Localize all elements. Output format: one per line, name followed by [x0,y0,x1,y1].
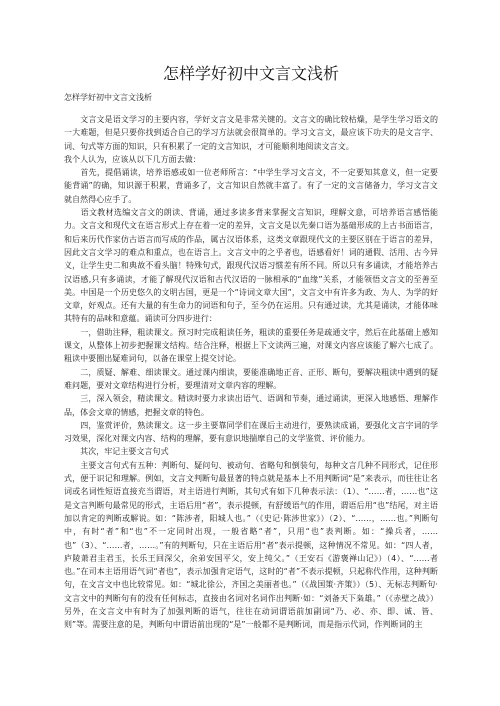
paragraph-sentence-patterns: 主要文言句式有五种：判断句、疑问句、被动句、省略句和倒装句，每种文言几种不同形式，记住形式，便于识记和理解。例如，文言文判断句最显著的特点就是基本上不用判断词“是”来表示，而往往让名词或名词性短语直接充当谓语，对主语进行判断，其句式有如下几种表示法：（1）、“……者，……也”这是文言判断句最常见的形式，主语后用“者”，表示提顿，有舒缓语气的作用，谓语后用“也”结尾，对主语加以肯定的判断或解说。如：“陈涉者，阳城人也。”（《史记·陈涉世家》）（2）、“……，……也。”判断句中，有时“者”和“也”不一定同时出现，一般省略“者”，只用“也”表判断。如：“操兵者，……也”（3）、“……者，……。”有的判断句，只在主语后用“者”表示提顿，这种情况不常见。如：“四人者，庐陵萧君圭君玉，长乐王回深父，余弟安国平父，安上纯父。”（王安石《游褒禅山记》）（4）、“……者也。”在司本主语用语气词“者也”，表示加强肯定语气，这时的“者”不表示提顿，只起称代作用，这种判断句，在文言文中也比较常见。如：“城北徐公，齐国之美丽者也。”（《战国策·齐策》）（5）、无标志判断句·文言文中的判断句有的没有任何标志，直接由名词对名词作出判断·如：“刘备天下枭雄。”（《赤壁之战》）另外，在文言文中有时为了加强判断的语气，往往在动词谓语前加副词“乃、必、亦、即、诚、皆、则”等。需要注意的是，判断句中谓语前出现的“是”一般都不是判断词，而是指示代词，作判断词的主 [64,460,438,630]
paragraph-step-four: 四，鉴赏评价，熟读课文。这一步主要靠同学们在课后主动进行，要熟读成诵，要强化文言字词的学习效果，深化对课文内容、结构的理解，要有意识地揣摩自己的文学鉴赏、评价能力。 [64,420,438,444]
paragraph-step-one: 一，借助注释，粗读课文。预习时完成粗读任务，粗读的重要任务是疏通文字，然后在此基础上感知课文，从整体上初步把握课文结构。结合注释，根据上下文读两三遍，对课文内容应该能了解六七成了。粗读中要圈出疑难词句，以备在课堂上提交讨论。 [64,327,438,364]
paragraph-opinion: 我个人认为，应该从以下几方面去做： [64,154,201,164]
document-title: 怎样学好初中文言文浅析 [162,64,339,83]
document-subtitle: 怎样学好初中文言文浅析 [64,93,152,102]
paragraph-step-three: 三，深入领会，精读课文。精读时要力求读出语气、语调和节奏，通过诵读，更深入地感悟、理解作品，体会文章的情感，把握文章的特色。 [64,394,438,417]
paragraph-first-point: 首先，提倡诵读，培养语感或如一位老师所言：“中学生学习文言文，不一定要知其意义，但一定要能背诵”的确，知识源于积累，背诵多了，文言知识自然就丰富了。有了一定的文言储备力，学习文言文就自然得心应手了。 [64,168,438,204]
document-body [64,113,438,632]
paragraph-recitation: 语文教材选编文言文的朗读、背诵，通过多读多背来掌握文言知识，理解文意，可培养语言感悟能力。文言文和现代文在语言形式上存在着一定的差异，文言文是以先秦口语为基础形成的上古书面语言，和后来历代作家仿古语言而写成的作品，属古汉语体系，这类文章跟现代文的主要区别在于语言的差异，因此文言文学习的难点和重点，也在语言上。文言文中的之乎者也，语感看好！词的通假、活用、古今异义，让学生史二和典故不看头脑！特殊句式，跟现代汉语习惯差有所不同。所以只有多诵读，才能培养古汉语感,只有多诵读，才能了解现代汉语和古代汉语的一脉相承的“血缘”关系，才能领悟文言文的至善至美。中国是一个历史悠久的文明古国，更是一个“诗词文章大国”，文言文中有许多为政、为人、为学的好文章，好观点。还有大量的有生命力的词语和句子，至今仍在运用。只有通过读，尤其是诵读，才能体味其特有的品味和意蕴。诵读可分四步进行： [64,208,438,324]
paragraph-second-point: 其次，牢记主要文言句式 [64,447,169,457]
paragraph-intro: 文言文是语文学习的主要内容，学好文言文是非常关键的。文言文的确比较枯燥，是学生学习语文的一大难题，但是只要你找到适合自己的学习方法就会很简单的。学习文言文，最应该下功夫的是文言字、词、句式等方面的知识，只有积累了一定的文言知识，才可能顺利地阅读文言文。 [64,115,438,151]
paragraph-step-two: 二，质疑、解难、细读课文。通过课内细读，要能准确地正音、正形、断句，要解决粗读中遇到的疑难问题，要对文章结构进行分析，要理清对文章内容的理解。 [64,367,438,390]
